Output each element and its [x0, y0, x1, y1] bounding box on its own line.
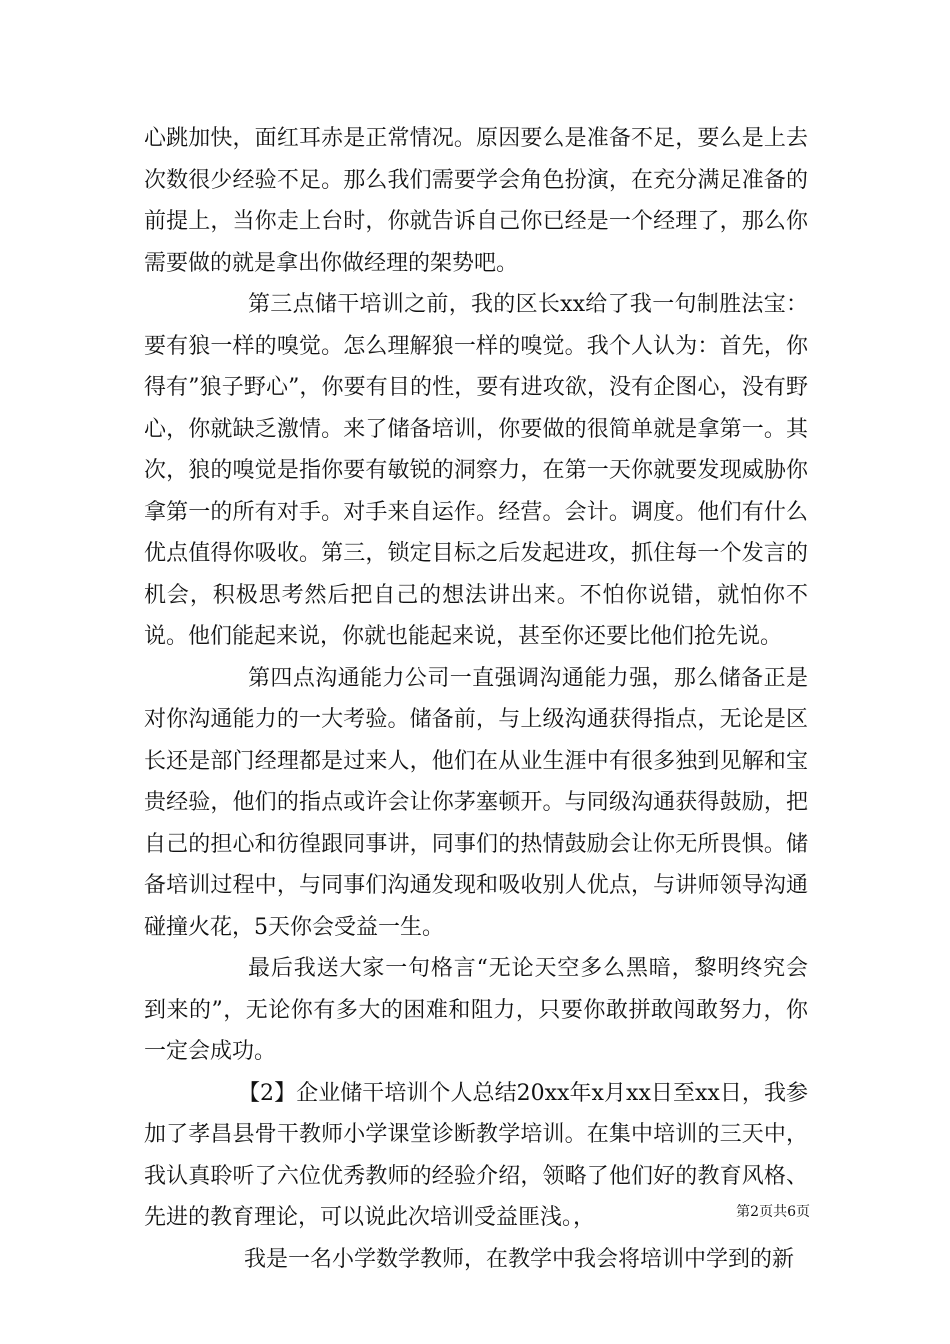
paragraph-section-two: 【2】企业储干培训个人总结20xx年x月xx日至xx日，我参加了孝昌县骨干教师小学课堂诊断教学培训。在集中培训的三天中，我认真聆听了六位优秀教师的经验介绍，领略了他们好的教育风格、先进的教育理论，可以说此次培训受益匪浅。， [144, 1080, 808, 1230]
paragraph-math-teacher: 我是一名小学数学教师，在教学中我会将培训中学到的新 [244, 1246, 795, 1272]
page-number: 第2页共6页 [736, 1204, 810, 1220]
paragraph-closing-motto: 最后我送大家一句格言“无论天空多么黑暗，黎明终究会到来的”，无论你有多大的困难和阻力，只要你敢拼敢闯敢努力，你一定会成功。 [144, 956, 808, 1064]
paragraph-continuation: 心跳加快，面红耳赤是正常情况。原因要么是准备不足，要么是上去次数很少经验不足。那么我们需要学会角色扮演，在充分满足准备的前提上，当你走上台时，你就告诉自己你已经是一个经理了，那么你需要做的就是拿出你做经理的架势吧。 [144, 126, 808, 276]
document-body [144, 118, 808, 1280]
paragraph-point-three: 第三点储干培训之前，我的区长xx给了我一句制胜法宝：要有狼一样的嗅觉。怎么理解狼一样的嗅觉。我个人认为：首先，你得有”狼子野心”，你要有目的性，要有进攻欲，没有企图心，没有野心，你就缺乏激情。来了储备培训，你要做的很简单就是拿第一。其次，狼的嗅觉是指你要有敏锐的洞察力，在第一天你就要发现威胁你拿第一的所有对手。对手来自运作。经营。会计。调度。他们有什么优点值得你吸收。第三，锁定目标之后发起进攻，抓住每一个发言的机会，积极思考然后把自己的想法讲出来。不怕你说错，就怕你不说。他们能起来说，你就也能起来说，甚至你还要比他们抢先说。 [144, 292, 808, 649]
paragraph-point-four: 第四点沟通能力公司一直强调沟通能力强，那么储备正是对你沟通能力的一大考验。储备前，与上级沟通获得指点，无论是区长还是部门经理都是过来人，他们在从业生涯中有很多独到见解和宝贵经验，他们的指点或许会让你茅塞顿开。与同级沟通获得鼓励，把自己的担心和彷徨跟同事讲，同事们的热情鼓励会让你无所畏惧。储备培训过程中，与同事们沟通发现和吸收别人优点，与讲师领导沟通碰撞火花，5天你会受益一生。 [144, 665, 808, 940]
